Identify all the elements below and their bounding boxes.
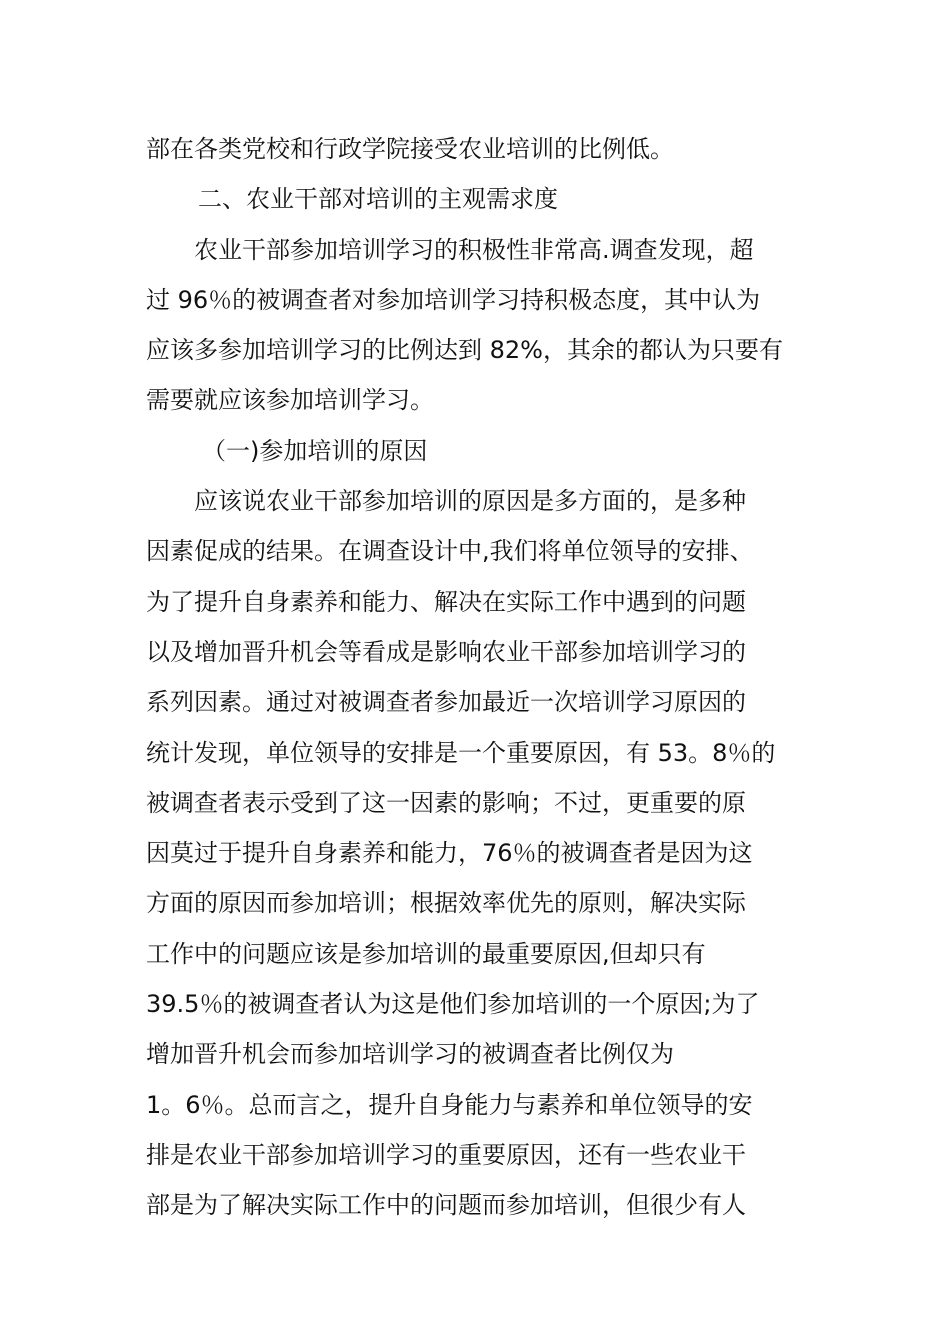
text-line: 工作中的问题应该是参加培训的最重要原因,但却只有	[146, 939, 706, 968]
text-line: 方面的原因而参加培训；根据效率优先的原则，解决实际	[146, 889, 746, 918]
text-line: 部是为了解决实际工作中的问题而参加培训，但很少有人	[146, 1191, 746, 1220]
text-line: 因素促成的结果。在调查设计中,我们将单位领导的安排、	[146, 537, 754, 566]
text-line: 过 96％的被调查者对参加培训学习持积极态度，其中认为	[146, 285, 761, 314]
text-line: 增加晋升机会而参加培训学习的被调查者比例仅为	[146, 1040, 674, 1069]
text-line: 应该多参加培训学习的比例达到 82%，其余的都认为只要有	[146, 336, 783, 365]
text-line: 部在各类党校和行政学院接受农业培训的比例低。	[146, 135, 674, 163]
text-line: 1。6％。总而言之，提升自身能力与素养和单位领导的安	[146, 1090, 753, 1119]
text-line: 农业干部参加培训学习的积极性非常高.调查发现，超	[194, 235, 754, 264]
text-line: 排是农业干部参加培训学习的重要原因，还有一些农业干	[146, 1140, 746, 1169]
document-body	[146, 124, 816, 1231]
text-line: 为了提升自身素养和能力、解决在实际工作中遇到的问题	[146, 587, 746, 616]
text-line: 39.5％的被调查者认为这是他们参加培训的一个原因;为了	[146, 990, 760, 1019]
text-line: 应该说农业干部参加培训的原因是多方面的，是多种	[194, 487, 746, 516]
text-line: 统计发现，单位领导的安排是一个重要原因，有 53。8％的	[146, 738, 776, 767]
text-line: 以及增加晋升机会等看成是影响农业干部参加培训学习的	[146, 637, 746, 666]
subsection-heading: （一)参加培训的原因	[202, 436, 428, 465]
text-line: 因莫过于提升自身素养和能力，76％的被调查者是因为这	[146, 839, 753, 868]
text-line: 系列因素。通过对被调查者参加最近一次培训学习原因的	[146, 688, 746, 717]
text-line: 被调查者表示受到了这一因素的影响；不过，更重要的原	[146, 788, 746, 817]
section-heading: 二、农业干部对培训的主观需求度	[198, 185, 558, 214]
text-line: 需要就应该参加培训学习。	[146, 386, 434, 415]
